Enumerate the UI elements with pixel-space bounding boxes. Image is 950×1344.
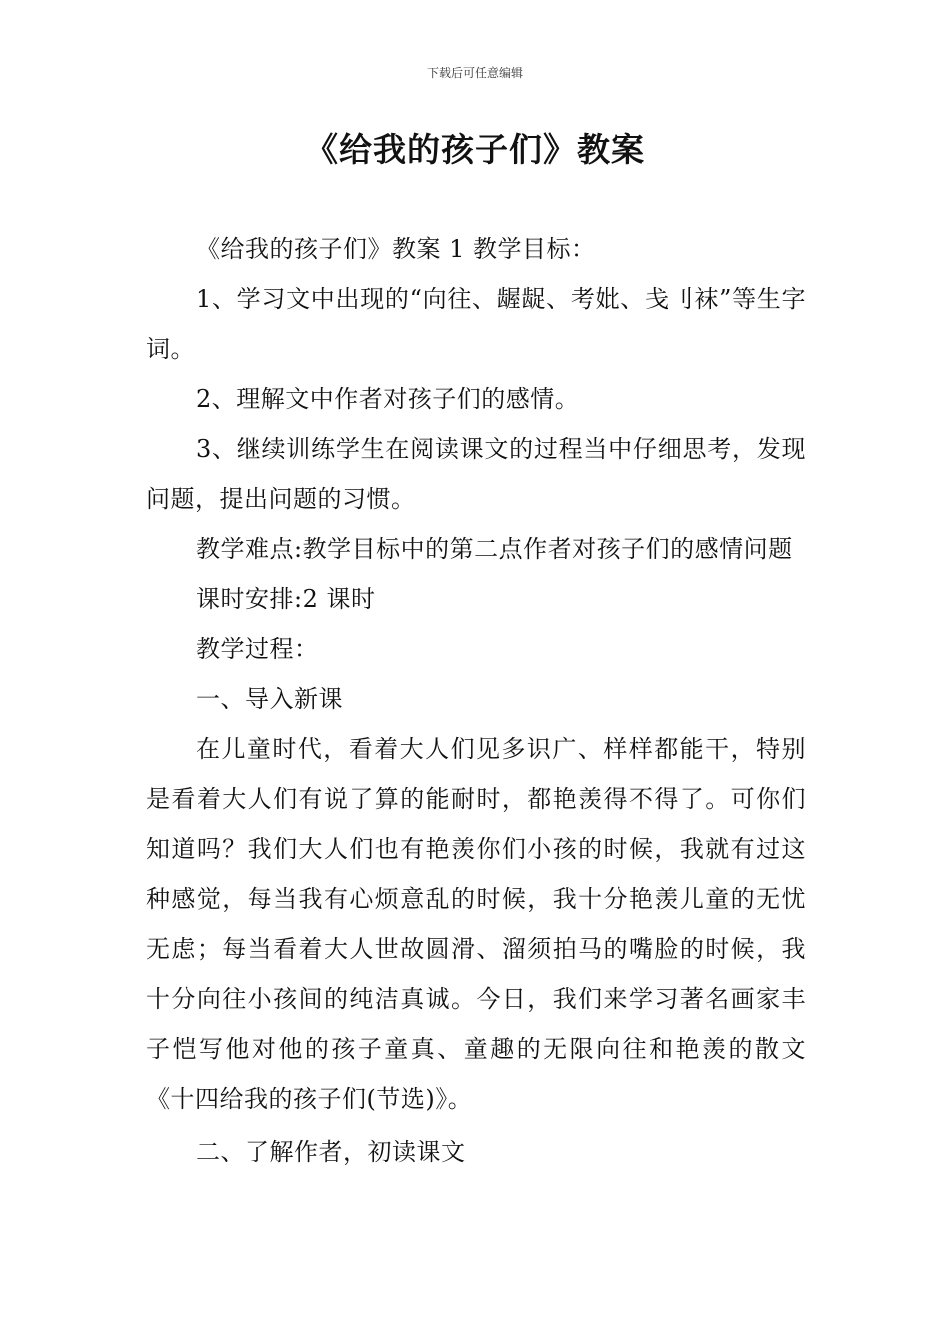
paragraph-objective-1: 1、学习文中出现的“向往、龌龊、考妣、戋刂袜”等生字词。 <box>146 285 806 363</box>
paragraph-section-1: 一、导入新课 <box>196 685 343 713</box>
paragraph-difficulty: 教学难点:教学目标中的第二点作者对孩子们的感情问题 <box>196 535 793 563</box>
paragraph-objective-2: 2、理解文中作者对孩子们的感情。 <box>196 385 580 413</box>
paragraph-process-heading: 教学过程： <box>196 635 319 663</box>
paragraph-section-2: 二、了解作者，初读课文 <box>196 1138 466 1166</box>
paragraph-introduction: 在儿童时代，看着大人们见多识广、样样都能干，特别是看着大人们有说了算的能耐时，都艳羡得不得了。可你们知道吗？我们大人们也有艳羡你们小孩的时候，我就有过这种感觉，每当我有心烦意乱的时候，我十分艳羡儿童的无忧无虑；每当看着大人世故圆滑、溜须拍马的嘴脸的时候，我十分向往小孩间的纯洁真诚。今日，我们来学习著名画家丰子恺写他对他的孩子童真、童趣的无限向往和艳羡的散文《十四给我的孩子们(节选)》。 <box>146 735 806 1113</box>
page-header: 下载后可任意编辑 <box>426 66 523 80</box>
document-title: 《给我的孩子们》教案 <box>305 130 645 169</box>
document-body <box>146 224 806 1177</box>
paragraph-objective-3: 3、继续训练学生在阅读课文的过程当中仔细思考，发现问题，提出问题的习惯。 <box>146 435 806 513</box>
paragraph-schedule: 课时安排:2 课时 <box>196 585 376 613</box>
paragraph-objectives-heading: 《给我的孩子们》教案 1 教学目标： <box>196 235 596 263</box>
